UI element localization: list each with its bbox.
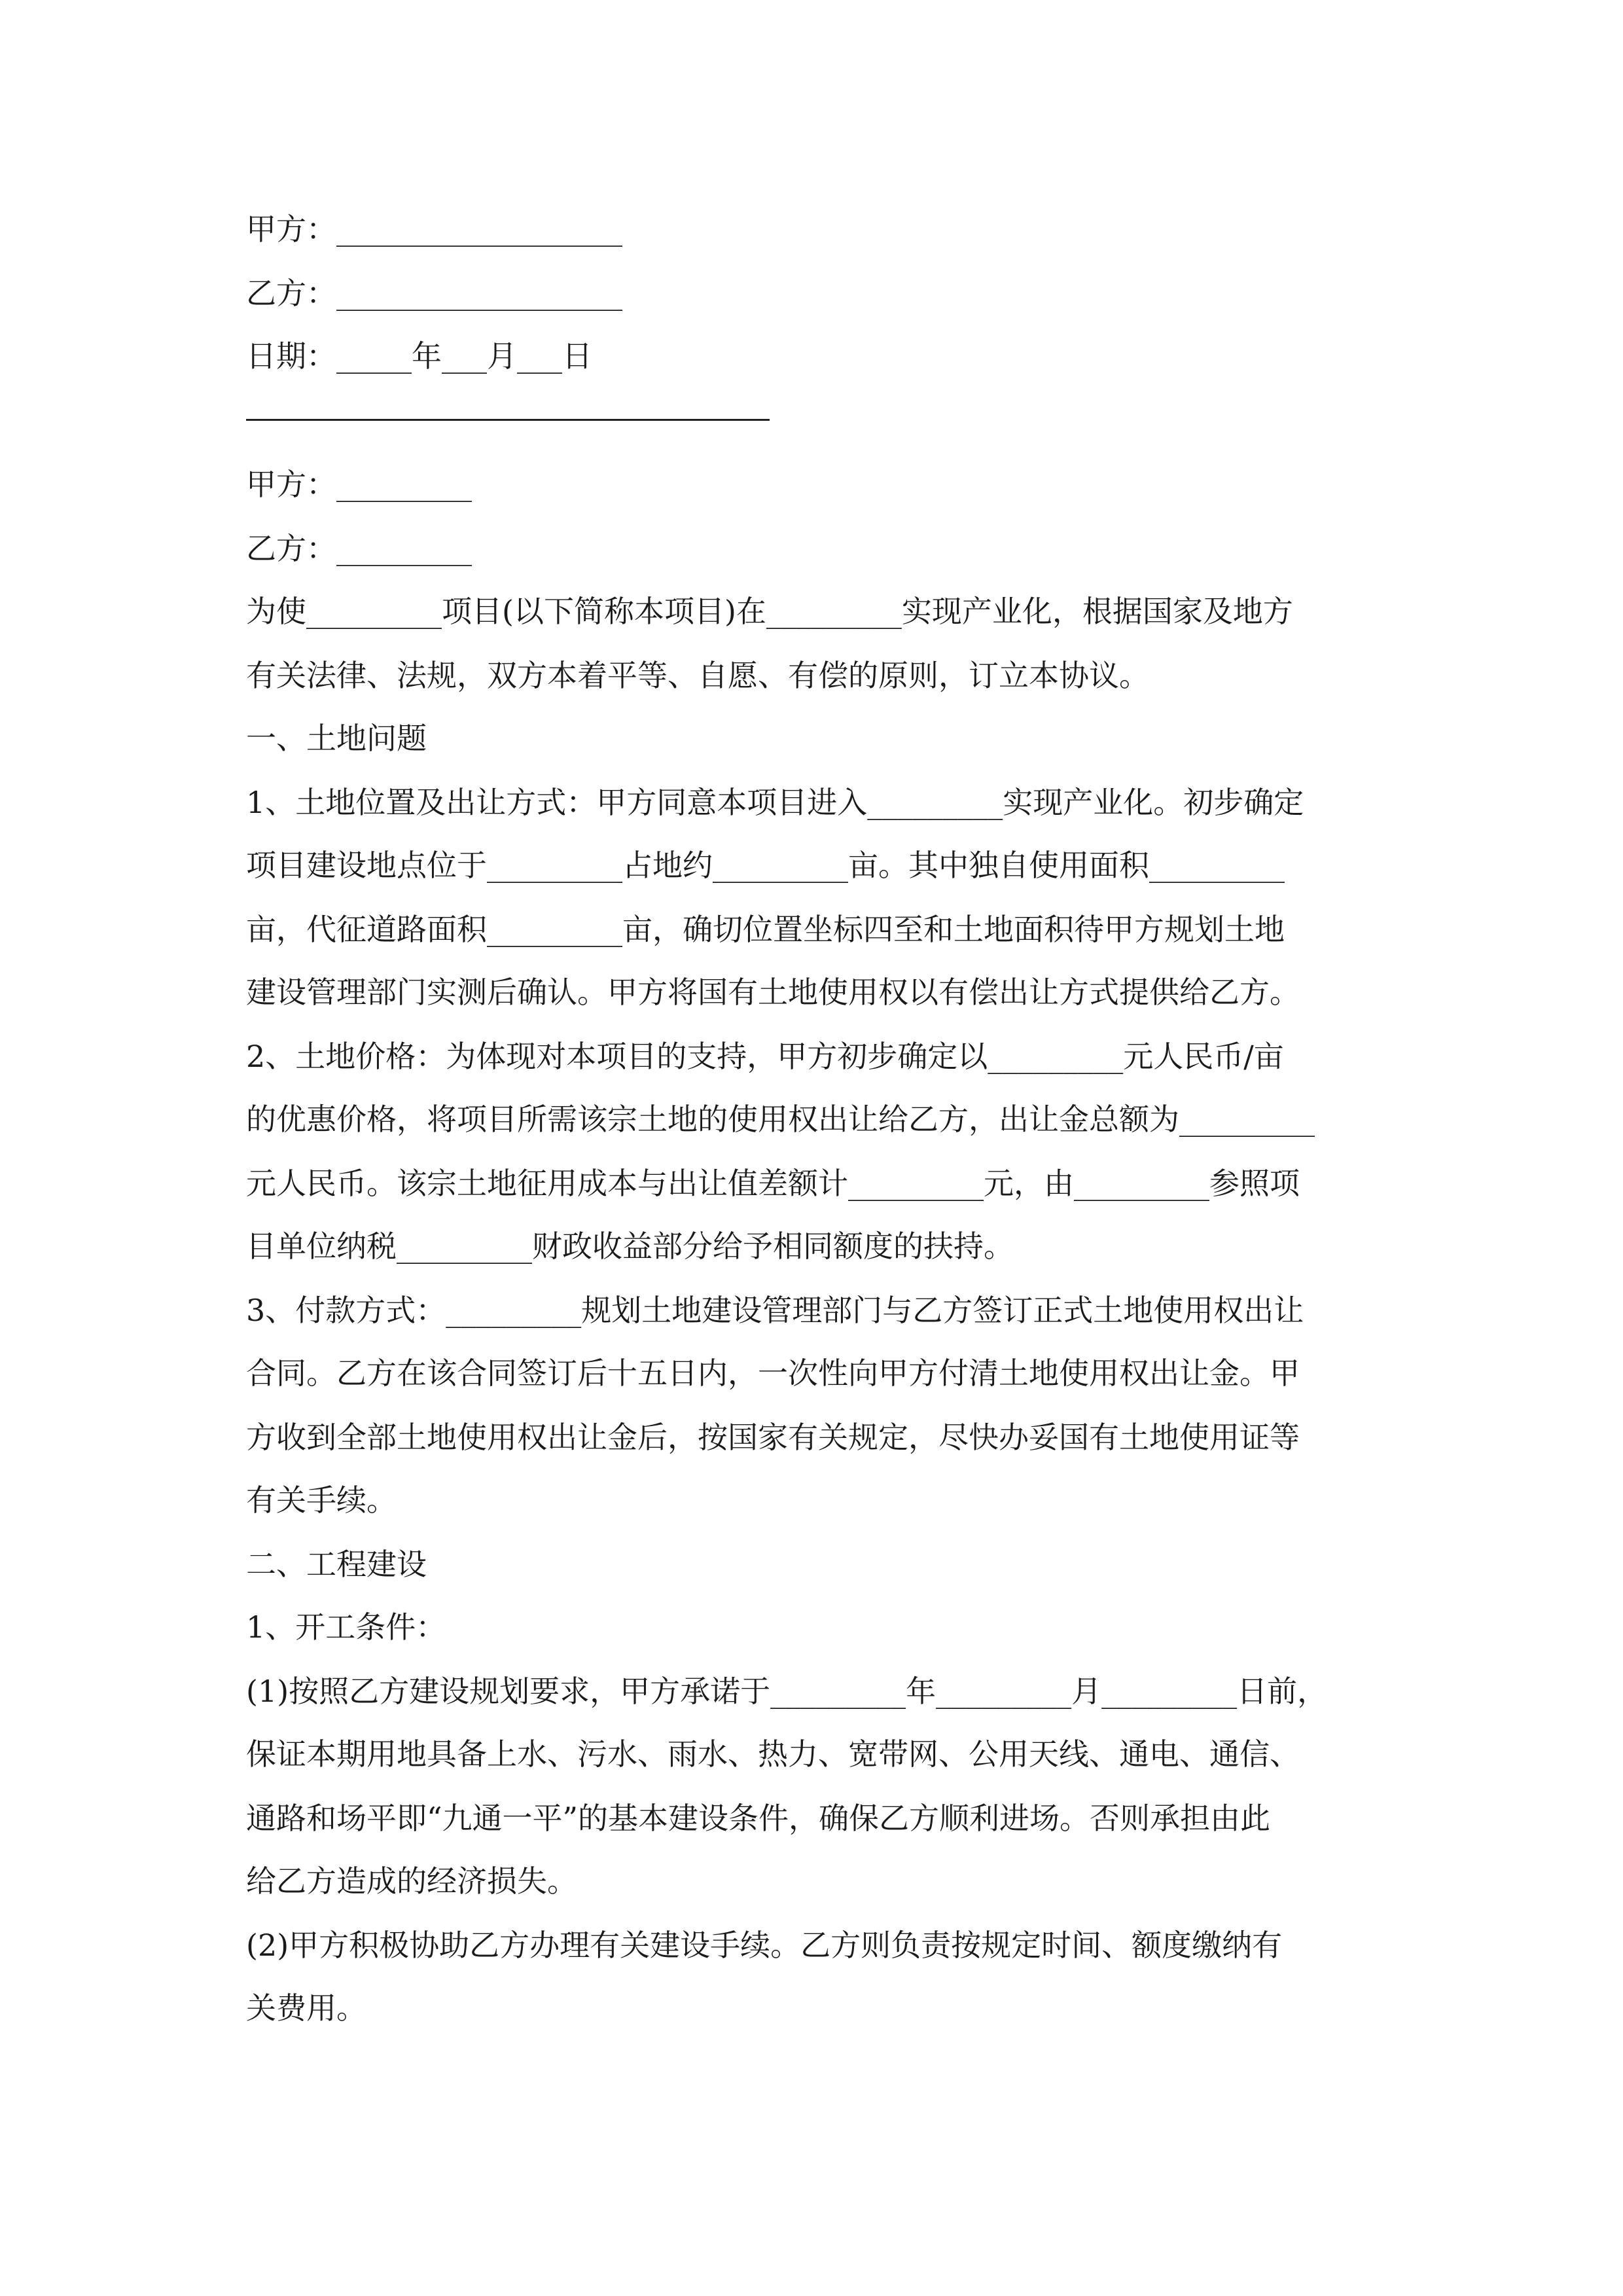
body-line: 项目建设地点位于_________占地约_________亩。其中独自使用面积_________: [246, 848, 1285, 883]
section-heading: 二、工程建设: [246, 1547, 427, 1582]
section-heading: 一、土地问题: [246, 721, 427, 756]
body-line: 目单位纳税_________财政收益部分给予相同额度的扶持。: [246, 1229, 1014, 1264]
header-party-b: 乙方：___________________: [246, 276, 622, 311]
header-party-a: 甲方：___________________: [246, 211, 622, 247]
body-line: 1、土地位置及出让方式：甲方同意本项目进入_________实现产业化。初步确定: [246, 785, 1304, 820]
body-line: 亩，代征道路面积_________亩，确切位置坐标四至和土地面积待甲方规划土地: [246, 912, 1285, 947]
body-line: 给乙方造成的经济损失。: [246, 1863, 577, 1899]
body-line: 1、开工条件：: [246, 1609, 446, 1645]
header-date: 日期：_____年___月___日: [246, 338, 592, 374]
separator-rule: [246, 419, 770, 421]
body-line: 建设管理部门实测后确认。甲方将国有土地使用权以有偿出让方式提供给乙方。: [246, 975, 1300, 1010]
party-a-line: 甲方：_________: [246, 467, 472, 502]
body-line: 有关手续。: [246, 1482, 397, 1518]
body-line: 3、付款方式：_________规划土地建设管理部门与乙方签订正式土地使用权出让: [246, 1293, 1304, 1328]
body-line: 的优惠价格，将项目所需该宗土地的使用权出让给乙方，出让金总额为_________: [246, 1102, 1315, 1137]
body-line: 通路和场平即“九通一平”的基本建设条件，确保乙方顺利进场。否则承担由此: [246, 1801, 1271, 1836]
body-line: 合同。乙方在该合同签订后十五日内，一次性向甲方付清土地使用权出让金。甲: [246, 1355, 1300, 1391]
body-line: 元人民币。该宗土地征用成本与出让值差额计_________元，由_________参照项: [246, 1166, 1300, 1201]
body-line: 为使_________项目(以下简称本项目)在_________实现产业化，根据国家及地方: [246, 594, 1293, 629]
party-b-line: 乙方：_________: [246, 531, 472, 566]
body-line: 保证本期用地具备上水、污水、雨水、热力、宽带网、公用天线、通电、通信、: [246, 1736, 1300, 1772]
body-line: (1)按照乙方建设规划要求，甲方承诺于_________年_________月_________日前，: [246, 1674, 1328, 1709]
body-line: 关费用。: [246, 1990, 366, 2026]
body-line: 方收到全部土地使用权出让金后，按国家有关规定，尽快办妥国有土地使用证等: [246, 1420, 1300, 1455]
body-line: (2)甲方积极协助乙方办理有关建设手续。乙方则负责按规定时间、额度缴纳有: [246, 1928, 1283, 1963]
body-line: 2、土地价格：为体现对本项目的支持，甲方初步确定以_________元人民币/亩: [246, 1039, 1284, 1074]
body-line: 有关法律、法规，双方本着平等、自愿、有偿的原则，订立本协议。: [246, 658, 1149, 693]
